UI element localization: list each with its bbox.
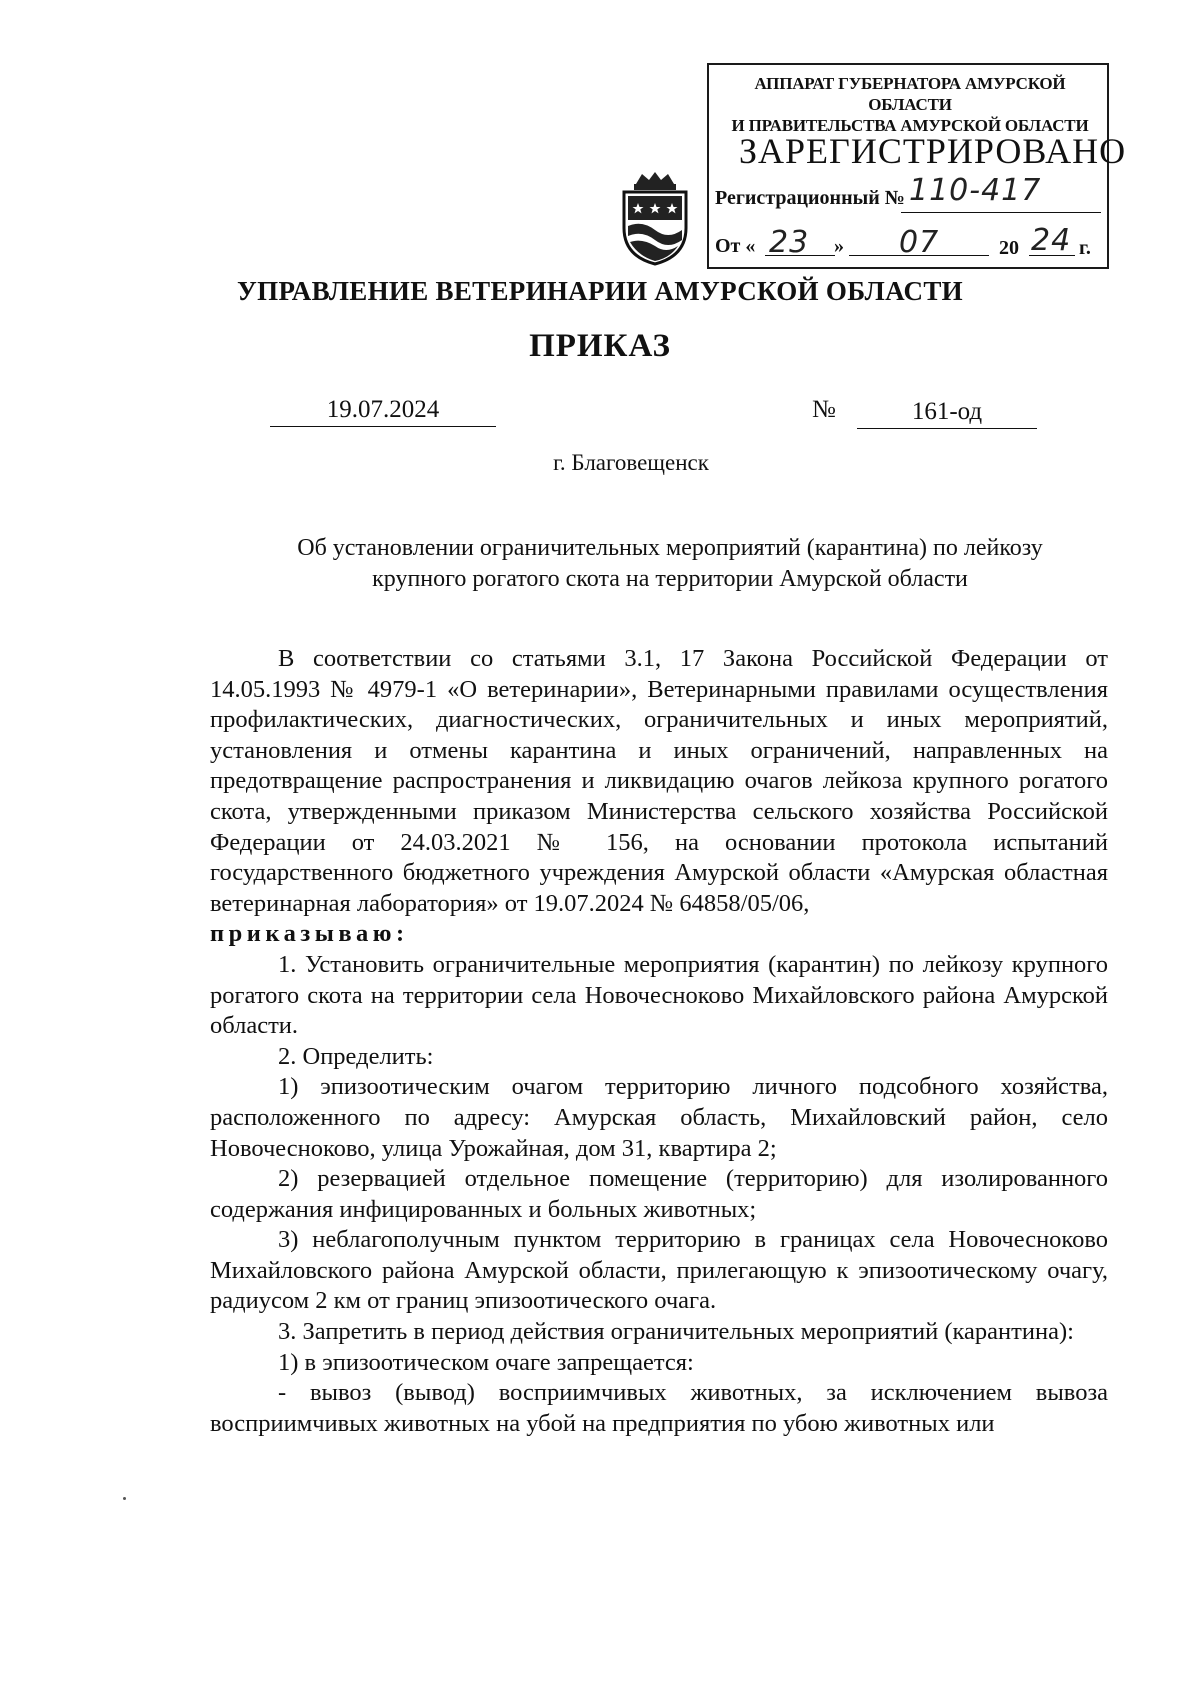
organization-name: УПРАВЛЕНИЕ ВЕТЕРИНАРИИ АМУРСКОЙ ОБЛАСТИ — [237, 276, 963, 306]
scan-dot — [123, 1497, 126, 1500]
stamp-reg-underline — [901, 212, 1101, 213]
stamp-year-unit: г. — [1079, 237, 1091, 259]
city: г. Благовещенск — [553, 450, 709, 475]
item-2: 2. Определить: — [278, 1042, 434, 1070]
stamp-year-suffix: 24 — [1031, 223, 1072, 258]
order-subject: Об установлении ограничительных мероприятий (карантина) по лейкозу крупного рогатого скота на территории Амурской области — [297, 535, 1043, 592]
stamp-header-line2: И ПРАВИТЕЛЬСТВА АМУРСКОЙ ОБЛАСТИ — [731, 116, 1089, 135]
stamp-year-prefix: 20 — [999, 237, 1019, 259]
stamp-header — [719, 73, 1101, 136]
item-2-3: 3) неблагополучным пунктом территорию в границах села Новочесноково Михайловского района Амурской области, прилегающую к эпизоотическому очагу, радиусом 2 км от границ эпизоотического очага. — [210, 1226, 1108, 1315]
item-3-1: 1) в эпизоотическом очаге запрещается: — [278, 1348, 694, 1376]
stamp-year-underline — [1029, 255, 1075, 256]
item-2-1: 1) эпизоотическим очагом территорию личного подсобного хозяйства, расположенного по адресу: Амурская область, Михайловский район, село Новочесноково, улица Урожайная, дом 31, квартира 2; — [210, 1073, 1108, 1162]
item-2-2: 2) резервацией отдельное помещение (территорию) для изолированного содержания инфицированных и больных животных; — [210, 1165, 1108, 1223]
order-body — [210, 644, 1108, 1439]
preamble-paragraph: В соответствии со статьями 3.1, 17 Закона Российской Федерации от 14.05.1993 № 4979-1 «О ветеринарии», Ветеринарными правилами осуществления профилактических, диагностических, ограничительных и иных мероприятий, установления и отмены карантина и иных ограничений, направленных на предотвращение распространения и ликвидацию очагов лейкоза крупного рогатого скота, утвержденными приказом Министерства сельского хозяйства Российской Федерации от 24.03.2021 № 156, на основании протокола испытаний государственного бюджетного учреждения Амурской области «Амурская областная ветеринарная лаборатория» от 19.07.2024 № 64858/05/06, — [210, 645, 1108, 917]
order-number-sign: № — [812, 396, 836, 423]
stamp-header-line1: АППАРАТ ГУБЕРНАТОРА АМУРСКОЙ ОБЛАСТИ — [754, 74, 1066, 114]
stamp-day: 23 — [769, 225, 810, 260]
document-type: ПРИКАЗ — [529, 328, 671, 364]
stamp-quote-close: » — [834, 235, 844, 257]
order-number: 161-од — [857, 398, 1037, 429]
item-3-1-a: - вывоз (вывод) восприимчивых животных, за исключением вывоза восприимчивых животных на убой на предприятия по убою животных или — [210, 1379, 1108, 1437]
registration-stamp — [707, 63, 1127, 269]
item-3: 3. Запретить в период действия ограничительных мероприятий (карантина): — [278, 1318, 1074, 1346]
stamp-reg-number: 110-417 — [909, 173, 1042, 208]
stamp-month-underline — [849, 255, 989, 256]
stamp-month: 07 — [899, 225, 940, 260]
stamp-from-label: От « — [715, 235, 756, 257]
coat-of-arms-icon — [618, 170, 692, 266]
stamp-title: ЗАРЕГИСТРИРОВАНО — [739, 131, 1127, 171]
decree-word: приказываю: — [210, 920, 409, 948]
item-1: 1. Установить ограничительные мероприятия (карантин) по лейкозу крупного рогатого скота на территории села Новочесноково Михайловского района Амурской области. — [210, 950, 1108, 1040]
order-date: 19.07.2024 — [270, 396, 496, 427]
stamp-day-underline — [765, 255, 835, 256]
stamp-reg-label: Регистрационный № — [715, 187, 905, 209]
